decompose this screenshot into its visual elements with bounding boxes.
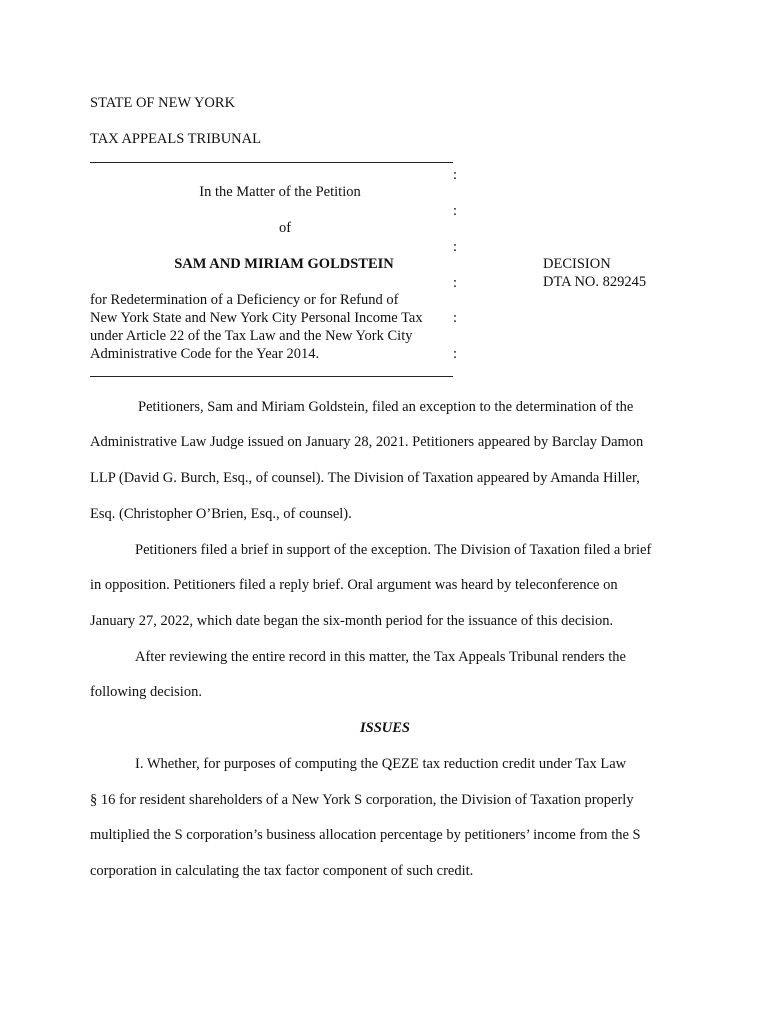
- decision-label: DECISION: [543, 256, 611, 272]
- caption-colon: :: [453, 167, 458, 183]
- paragraph-line: Esq. (Christopher O’Brien, Esq., of counsel).: [90, 506, 352, 522]
- caption-colon: :: [453, 275, 458, 291]
- paragraph-line: January 27, 2022, which date began the six-month period for the issuance of this decision.: [90, 613, 614, 629]
- caption-of: of: [278, 220, 292, 236]
- dta-number: DTA NO. 829245: [543, 274, 647, 290]
- paragraph-line: Petitioners, Sam and Miriam Goldstein, filed an exception to the determination of the: [138, 399, 634, 415]
- state-heading: STATE OF NEW YORK: [90, 95, 236, 111]
- paragraph-line: LLP (David G. Burch, Esq., of counsel). The Division of Taxation appeared by Amanda Hiller,: [90, 470, 640, 486]
- caption-purpose-line: for Redetermination of a Deficiency or for Refund of: [90, 292, 399, 308]
- paragraph-line: I. Whether, for purposes of computing the QEZE tax reduction credit under Tax Law: [135, 756, 627, 772]
- caption-matter: In the Matter of the Petition: [199, 184, 361, 200]
- caption-colon: :: [453, 239, 458, 255]
- caption-purpose-line: Administrative Code for the Year 2014.: [90, 346, 320, 362]
- paragraph-line: Administrative Law Judge issued on January 28, 2021. Petitioners appeared by Barclay Damon: [90, 434, 644, 450]
- paragraph-line: following decision.: [90, 684, 202, 700]
- caption-purpose: [90, 291, 423, 363]
- caption-colon: :: [453, 346, 458, 362]
- issues-heading: ISSUES: [360, 720, 410, 736]
- paragraph-line: multiplied the S corporation’s business allocation percentage by petitioners’ income from the S: [90, 827, 641, 843]
- caption-petitioners: SAM AND MIRIAM GOLDSTEIN: [174, 256, 394, 272]
- paragraph-line: § 16 for resident shareholders of a New York S corporation, the Division of Taxation properly: [90, 792, 634, 808]
- caption-top-rule: [90, 162, 453, 163]
- caption-colon: :: [453, 203, 458, 219]
- paragraph-line: After reviewing the entire record in this matter, the Tax Appeals Tribunal renders the: [135, 649, 626, 665]
- caption-purpose-line: New York State and New York City Personal Income Tax: [90, 310, 423, 326]
- tribunal-heading: TAX APPEALS TRIBUNAL: [90, 131, 261, 147]
- caption-bottom-rule: [90, 376, 453, 377]
- paragraph-line: Petitioners filed a brief in support of the exception. The Division of Taxation filed a brief: [135, 542, 652, 558]
- paragraph-line: corporation in calculating the tax factor component of such credit.: [90, 863, 474, 879]
- paragraph-line: in opposition. Petitioners filed a reply brief. Oral argument was heard by teleconference on: [90, 577, 618, 593]
- caption-colon: :: [453, 310, 458, 326]
- caption-purpose-line: under Article 22 of the Tax Law and the New York City: [90, 328, 413, 344]
